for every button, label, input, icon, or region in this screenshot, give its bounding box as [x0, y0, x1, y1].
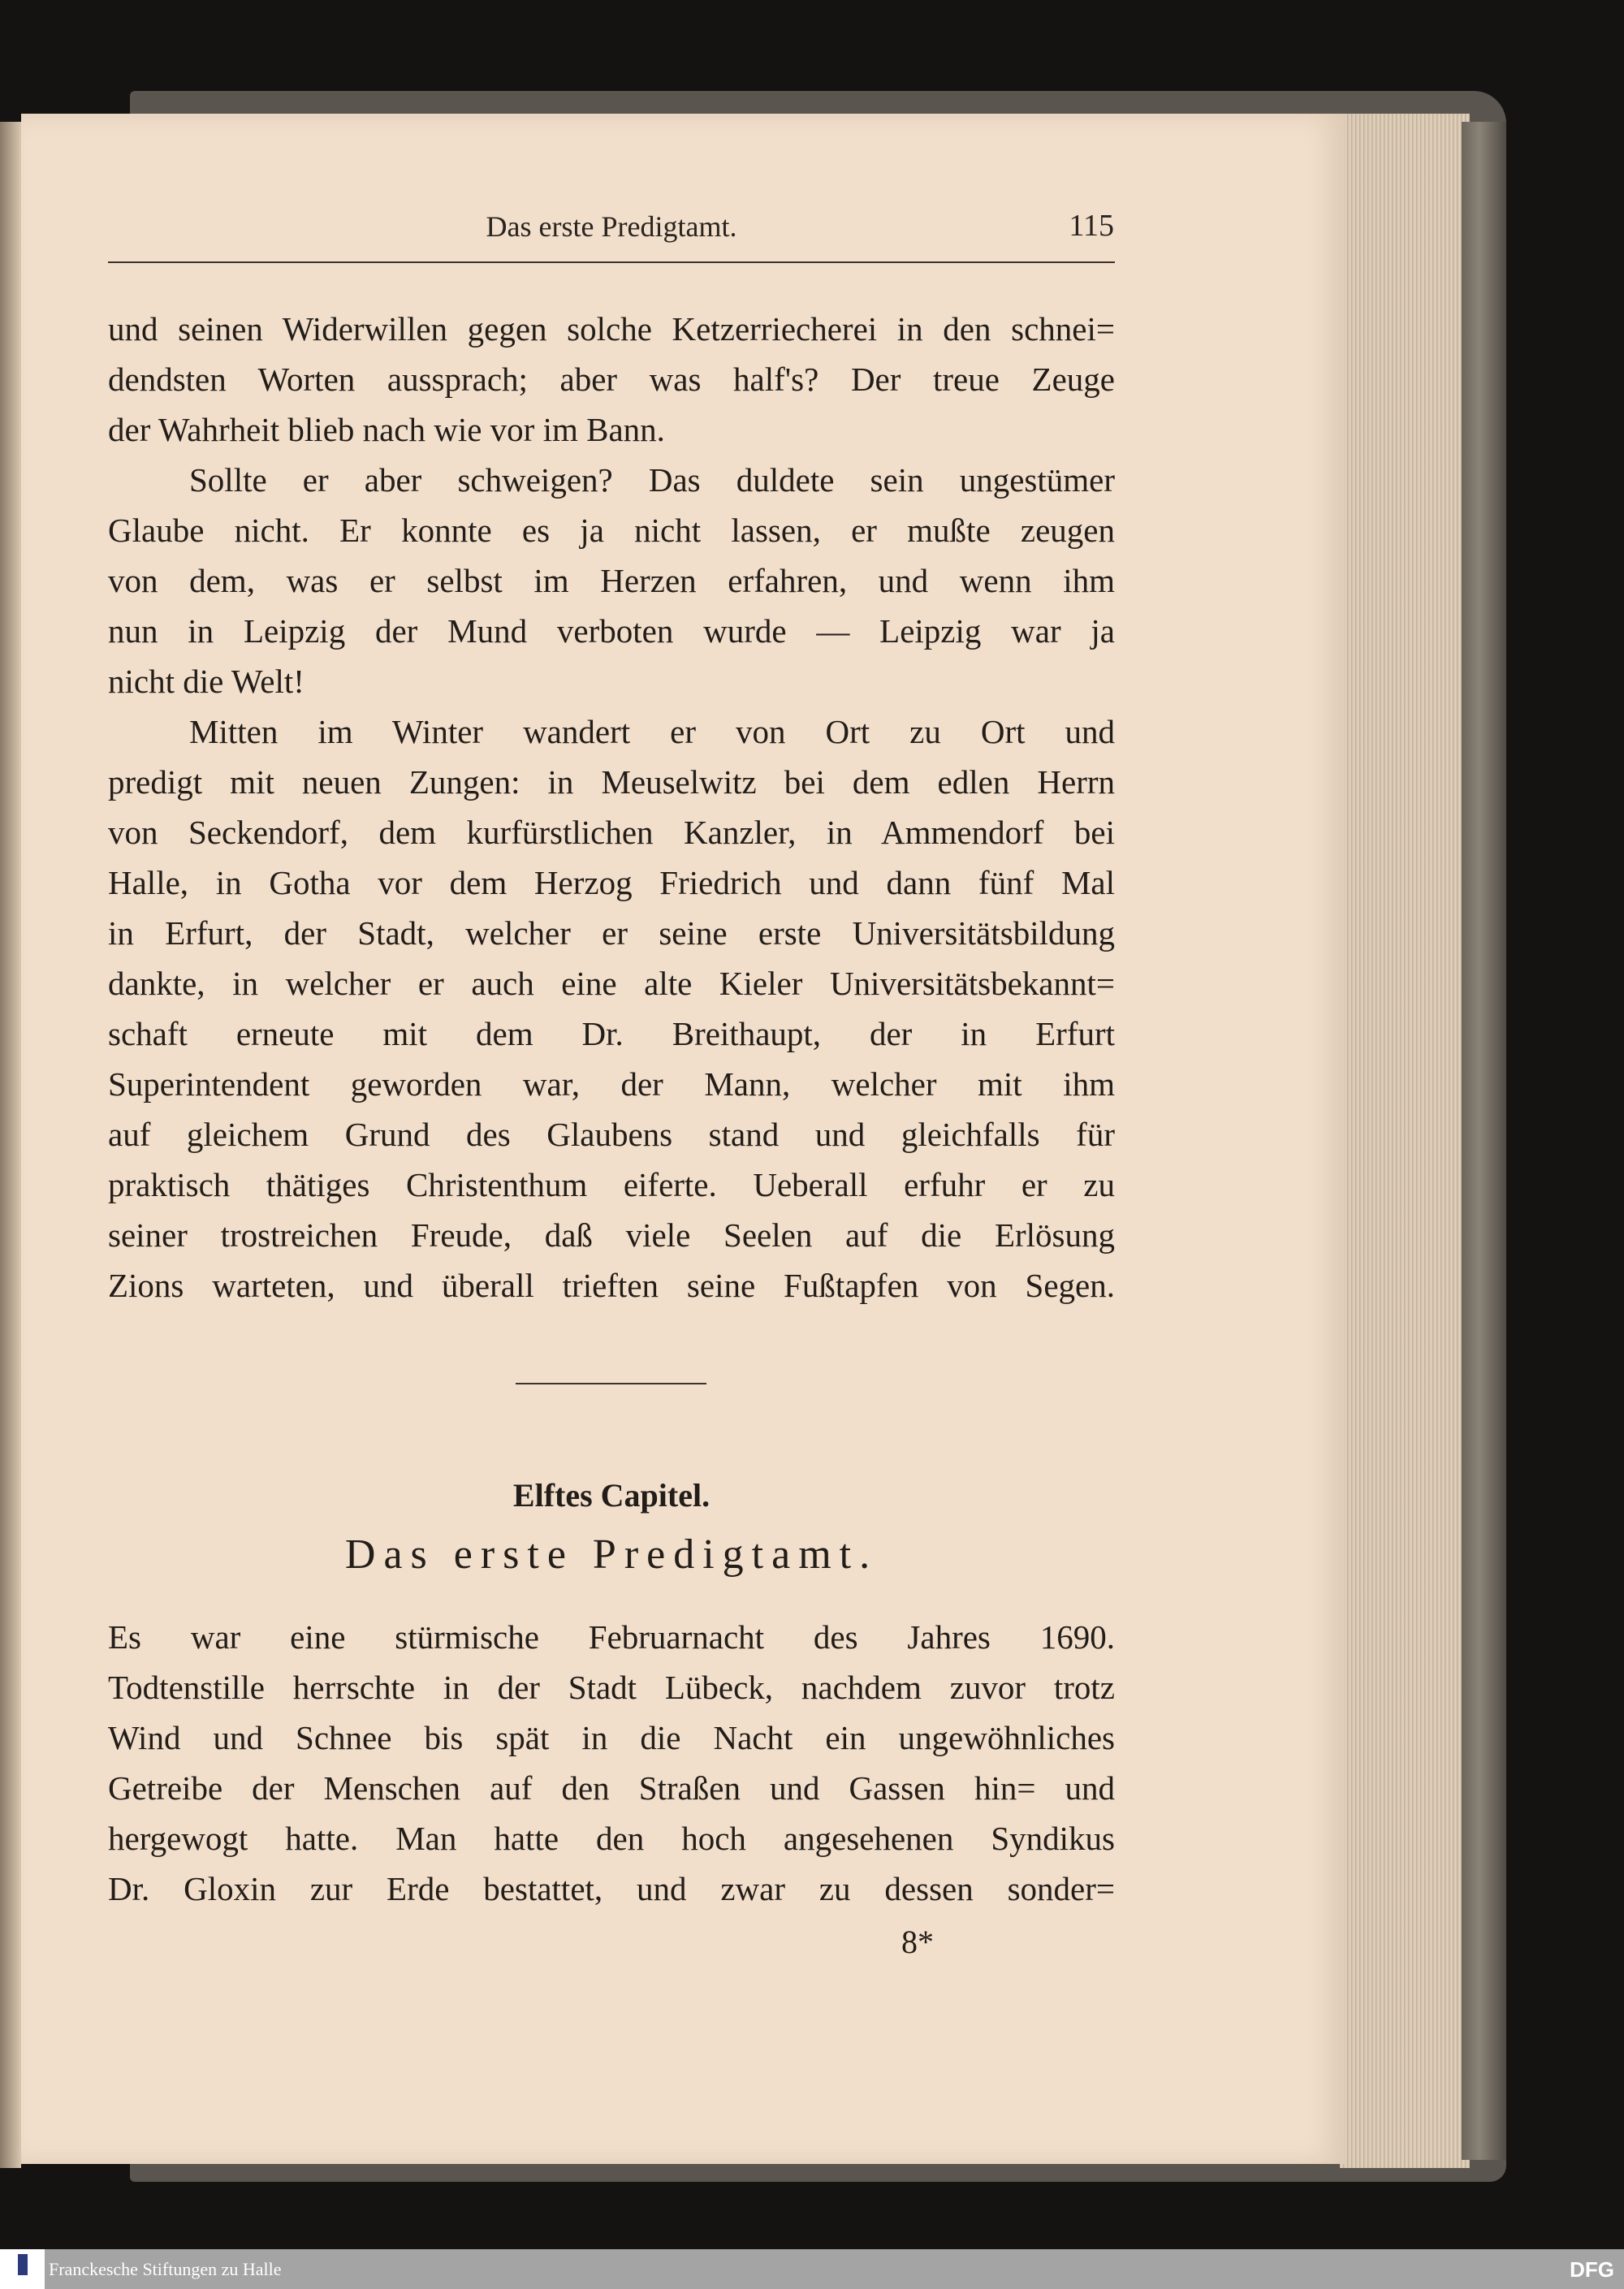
header-rule	[108, 261, 1115, 263]
signature-mark: 8*	[901, 1924, 934, 1960]
text-line: seiner trostreichen Freude, daß viele Seelen auf die Erlösung	[108, 1216, 1115, 1254]
text-line: von dem, was er selbst im Herzen erfahren, und wenn ihm	[108, 562, 1115, 599]
page-edges	[1340, 114, 1470, 2168]
text-line: und seinen Widerwillen gegen solche Ketzerriecherei in den schnei=	[108, 310, 1115, 348]
text-line: nicht die Welt!	[108, 663, 304, 700]
text-line: dendsten Worten aussprach; aber was half's? Der treue Zeuge	[108, 361, 1115, 398]
text-line: nun in Leipzig der Mund verboten wurde — Leipzig war ja	[108, 612, 1115, 650]
text-line: Mitten im Winter wandert er von Ort zu Ort und	[189, 713, 1115, 750]
text-line: von Seckendorf, dem kurfürstlichen Kanzler, in Ammendorf bei	[108, 814, 1115, 851]
previous-page-edge	[0, 122, 21, 2168]
text-line: Todtenstille herrschte in der Stadt Lübeck, nachdem zuvor trotz	[108, 1669, 1115, 1706]
footer-bar	[0, 2249, 1624, 2289]
text-line: Zions warteten, und überall trieften seine Fußtapfen von Segen.	[108, 1267, 1115, 1304]
text-line: predigt mit neuen Zungen: in Meuselwitz bei dem edlen Herrn	[108, 763, 1115, 801]
page-number: 115	[1069, 209, 1114, 243]
dfg-logo: DFG	[1570, 2257, 1614, 2282]
text-line: praktisch thätiges Christenthum eiferte. Ueberall erfuhr er zu	[108, 1166, 1115, 1203]
text-line: Superintendent geworden war, der Mann, welcher mit ihm	[108, 1065, 1115, 1103]
book-cover-edge	[1462, 122, 1506, 2160]
running-header: Das erste Predigtamt.	[486, 210, 737, 243]
text-line: hergewogt hatte. Man hatte den hoch angesehenen Syndikus	[108, 1820, 1115, 1857]
text-line: in Erfurt, der Stadt, welcher er seine erste Universitätsbildung	[108, 914, 1115, 952]
text-line: Getreibe der Menschen auf den Straßen und Gassen hin= und	[108, 1769, 1115, 1807]
body-text-top	[108, 304, 1115, 1311]
text-line: Wind und Schnee bis spät in die Nacht ein ungewöhnliches	[108, 1719, 1115, 1756]
text-line: Dr. Gloxin zur Erde bestattet, und zwar zu dessen sonder=	[108, 1870, 1115, 1907]
text-line: dankte, in welcher er auch eine alte Kieler Universitätsbekannt=	[108, 965, 1115, 1002]
text-line: auf gleichem Grund des Glaubens stand und gleichfalls für	[108, 1116, 1115, 1153]
institution-logo-icon	[0, 2249, 45, 2289]
text-line: schaft erneute mit dem Dr. Breithaupt, der in Erfurt	[108, 1015, 1115, 1052]
body-text-bottom	[108, 1612, 1115, 1914]
text-line: Sollte er aber schweigen? Das duldete sein ungestümer	[189, 461, 1115, 499]
text-line: der Wahrheit blieb nach wie vor im Bann.	[108, 411, 665, 448]
institution-name: Franckesche Stiftungen zu Halle	[49, 2259, 282, 2279]
text-line: Halle, in Gotha vor dem Herzog Friedrich und dann fünf Mal	[108, 864, 1115, 901]
chapter-label: Elftes Capitel.	[512, 1477, 710, 1514]
section-divider	[516, 1383, 706, 1384]
text-line: Es war eine stürmische Februarnacht des Jahres 1690.	[108, 1618, 1115, 1656]
text-line: Glaube nicht. Er konnte es ja nicht lassen, er mußte zeugen	[108, 512, 1115, 549]
chapter-title: Das erste Predigtamt.	[344, 1531, 879, 1578]
